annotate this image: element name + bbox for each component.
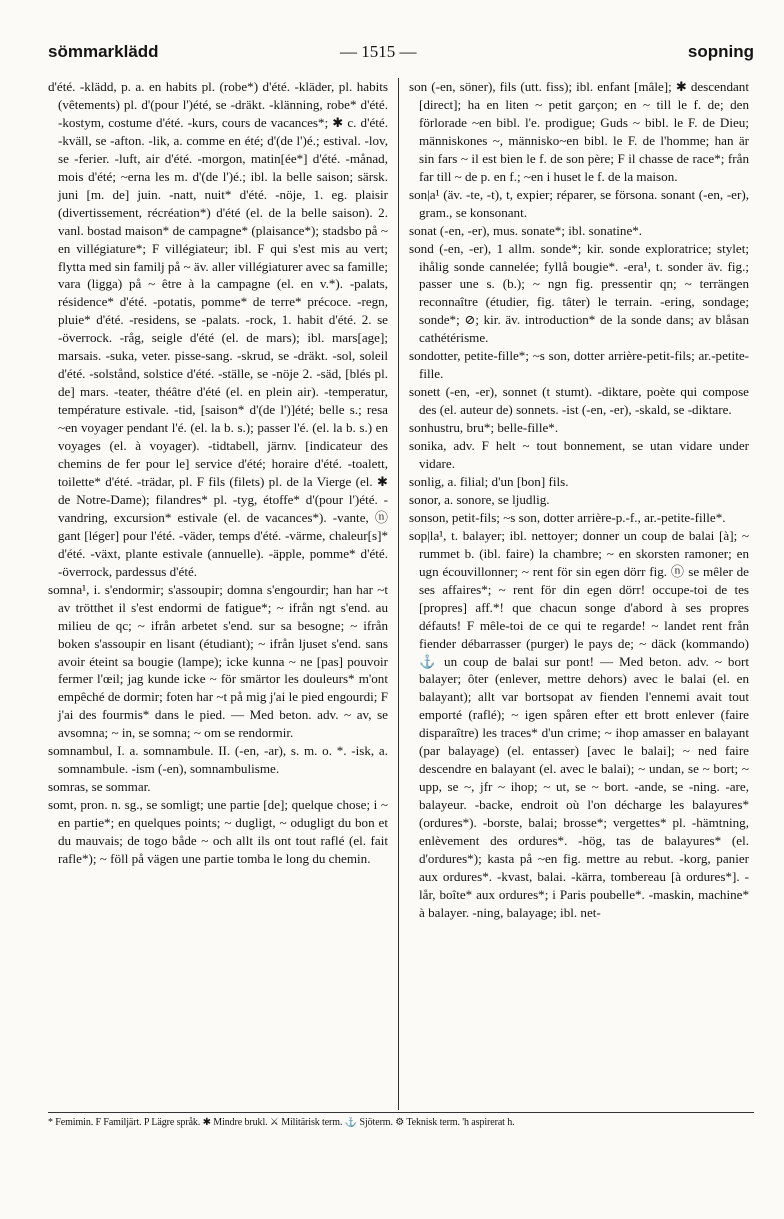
entry-sonett: sonett (-en, -er), sonnet (t stumt). -diktare, poète qui compose des (el. auteur de) sonnets. -ist (-en, -er), -skald, se -diktare.	[409, 384, 749, 418]
footer-divider	[48, 1112, 754, 1113]
entry-somnambul: somnambul, I. a. somnambule. II. (-en, -ar), s. m. o. *. -isk, a. somnambule. -ism (-en), somnambulisme.	[48, 743, 388, 777]
left-column	[48, 78, 396, 1110]
entry-son: son (-en, söner), fils (utt. fiss); ibl. enfant [mâle]; ✱ descendant [direct]; ha en liten ~ petit garçon; en ~ till le f. de; den förlorade ~en bibl. l'e. prodigue; Guds ~ bibl. le F. de Dieu; människones ~, människo~en bibl. le F. de l'homme; han är sin fars ~ il est bien le f. de son père; F il chasse de race*; från far till ~ de p. en f.; ~en i huset le f. de la maison.	[409, 79, 749, 184]
entry-sonor: sonor, a. sonore, se ljudlig.	[409, 491, 550, 507]
entry-sonat: sonat (-en, -er), mus. sonate*; ibl. sonatine*.	[409, 222, 643, 238]
entry-somt: somt, pron. n. sg., se somligt; une partie [de]; quelque chose; i ~ en partie*; en quelques points; ~ dugligt, ~ odugligt du bon et du mauvais; de togo både ~ och allt ils ont tout raflé (el. fait rafle*); ~ föll på vägen une partie tomba le long du chemin.	[48, 797, 388, 866]
right-column	[401, 78, 749, 1110]
column-divider	[398, 78, 399, 1110]
entry-sonika: sonika, adv. F helt ~ tout bonnement, se utan vidare under vidare.	[409, 438, 749, 472]
entry-columns	[48, 78, 754, 1110]
entry-sommar-compounds: d'été. -klädd, p. a. en habits pl. (robe*) d'été. -kläder, pl. habits (vêtements) pl. d'(pour l')été, se -dräkt. -klänning, robe* d'été. -kostym, costume d'été. -kurs, cours de vacances*; ✱ c. d'été. -kväll, se -afton. -lik, a. comme en été; d'(de l')é.; estival. -lov, se -ferier. -luft, air d'été. -morgon, matin[ée*] d'été. -månad, mois d'été; ~erna les m. d'(de l')é.; ibl. la belle saison; särsk. juni [m. de] juin. -natt, nuit* d'été. -nöje, 1. eg. plaisir (divertissement, récréation*) d'été (el. de la belle saison). 2. vanl. bostad maison* de campagne* (plaisance*); stadsbo på ~ en villégiature*; F villégiateur; ibl. F qui s'est mis au vert; flytta med sin familj på ~ äv. aller villégiaturer avec sa famille; vara (ligga) på ~ être à la campagne (el. en v.*). -palats, résidence* d'été. -potatis, pomme* de terre* précoce. -regn, pluie* d'été. -residens, se -palats. -rock, 1. habit d'été. 2. se -överrock. -råg, seigle d'été (el. de mars); ibl. mars[age]; marsais. -suka, veter. pisse-sang. -skrud, se -dräkt. -sol, soleil d'été. -solstånd, solstice d'été. -ställe, se -nöje 2. -säd, [blés pl. de] mars. -teater, théâtre d'été (el. en plein air). -temperatur, température estivale. -tid, [saison* d'(de l')]été; belle s.; resa ~en voyager pendant l'é. (el. la b. s.); passer l'é. (el. la b. s.) en voyages (el. à voyager). -tidtabell, järnv. [indicateur des chemins de fer pour le] service d'été; horaire d'été. -toalett, toilette* d'été. -trädar, pl. F fils (filets) pl. de la Vierge (el. ✱ de Notre-Dame); filandres* pl. -tyg, étoffe* d'(pour l')été. -vandring, excursion* estivale (el. de vacances*). -vante, ⓝ gant [léger] pour l'été. -väder, temps d'été. -värme, chaleur[s]* d'été. -växt, plante estivale (annuelle). -äpple, pomme* d'été. -överrock, pardessus d'été.	[48, 79, 388, 579]
page-number: — 1515 —	[340, 42, 417, 61]
entry-sopa: sop|la¹, t. balayer; ibl. nettoyer; donner un coup de balai [à]; ~ rummet b. (ibl. faire) la chambre; ~ en skorsten ramoner; en ugn écouvillonner; ~ rent för sin egen dörr fig. ⓝ se mêler de ses affaires*; ~ rent för din egen dörr! occupe-toi de tes [propres] aff.*! que chacun songe d'abord à ses propres défauts! F mêle-toi de ce qui te regarde! ~ landet rent från fiender débarrasser (purger) le pays de; ~ däck (kommando) ⚓ un coup de balai sur pont! — Med beton. adv. ~ bort balayer; ôter (enlever, mettre dehors) avec le balai (el. en balayant); allt var bortsopat av fienden l'ennemi avait tout emporté (raflé); ~ igen spåren efter ett brott enlever (faire disparaître) les traces* d'un crime; ~ ihop amasser en balayant (par balayage) (el. entasser) [avec le balai]; ~ ned faire descendre en balayant (el. avec le balai); ~ undan, se ~ bort; ~ upp, se ~, jfr ~ ihop; ~ ut, se ~ bort. -ande, se -ning. -are, balayeur. -backe, endroit où l'on décharge les balayures* (ordures*). -borste, balai; brosse*; vergettes* pl. -hämtning, enlèvement des ordures*. -hög, tas de balayures* (el. d'ordures*); kasta på ~en fig. mettre au rebut. -korg, panier aux ordures*. -kvast, balai. -kärra, tombereau [à ordures*]. -lår, boîte* aux ordures*; i Paris poubelle*. -maskin, machine* à balayer. -ning, balayage; ibl. net-	[409, 527, 749, 920]
entry-sonhustru: sonhustru, bru*; belle-fille*.	[409, 420, 559, 436]
entry-sond: sond (-en, -er), 1 allm. sonde*; kir. sonde exploratrice; stylet; ihålig sonde cannelée; fyllå bougie*. -era¹, t. sonder äv. fig.; passer une s. (b.); ~ ngn fig. pressentir qn; ~ terrängen reconnaître (étudier, fig. tâter) le terrain. -ering, sondage; sonde*; ⊘; kir. äv. introduction* de la sonde dans; av blåsan cathétérisme.	[409, 240, 749, 346]
entry-sondotter: sondotter, petite-fille*; ~s son, dotter arrière-petit-fils; ar.-petite-fille.	[409, 348, 749, 382]
page-header	[48, 40, 754, 70]
entry-somna: somna¹, i. s'endormir; s'assoupir; domna s'engourdir; han har ~t av trötthet il s'est endormi de fatigue*; ~ ifrån ngt s'end. au milieu de qc; ~ ifrån arbetet s'end. sur sa besogne; ~ ifrån boken s'assoupir en lisant (étudiant); ~ ifrån ljuset s'end. sans avoir éteint sa bougie (lampe); icke kunna ~ ne [pas] pouvoir fermer l'œil; jag kunde icke ~ för smärtor les douleurs* m'ont empêché de dormir; foten har ~t på mig j'ai le pied engourdi; F j'ai des fourmis* dans le pied. — Med beton. adv. ~ av, se avsomna; ~ in, se somna; ~ om se rendormir.	[48, 581, 388, 741]
header-first-headword: sömmarklädd	[48, 42, 159, 61]
entry-somras: somras, se sommar.	[48, 779, 151, 795]
abbreviation-legend: * Femimin. F Familjärt. P Lägre språk. ✱ Mindre brukl. ⚔ Militärisk term. ⚓ Sjöterm. ⚙ Teknisk term. 'h aspirerat h.	[48, 1117, 515, 1128]
entry-sona: son|a¹ (äv. -te, -t), t, expier; réparer, se försona. sonant (-en, -er), gram., se konsonant.	[409, 186, 749, 220]
header-last-headword: sopning	[687, 42, 754, 61]
entry-sonlig: sonlig, a. filial; d'un [bon] fils.	[409, 473, 569, 489]
entry-sonson: sonson, petit-fils; ~s son, dotter arrière-p.-f., ar.-petite-fille*.	[409, 509, 726, 525]
